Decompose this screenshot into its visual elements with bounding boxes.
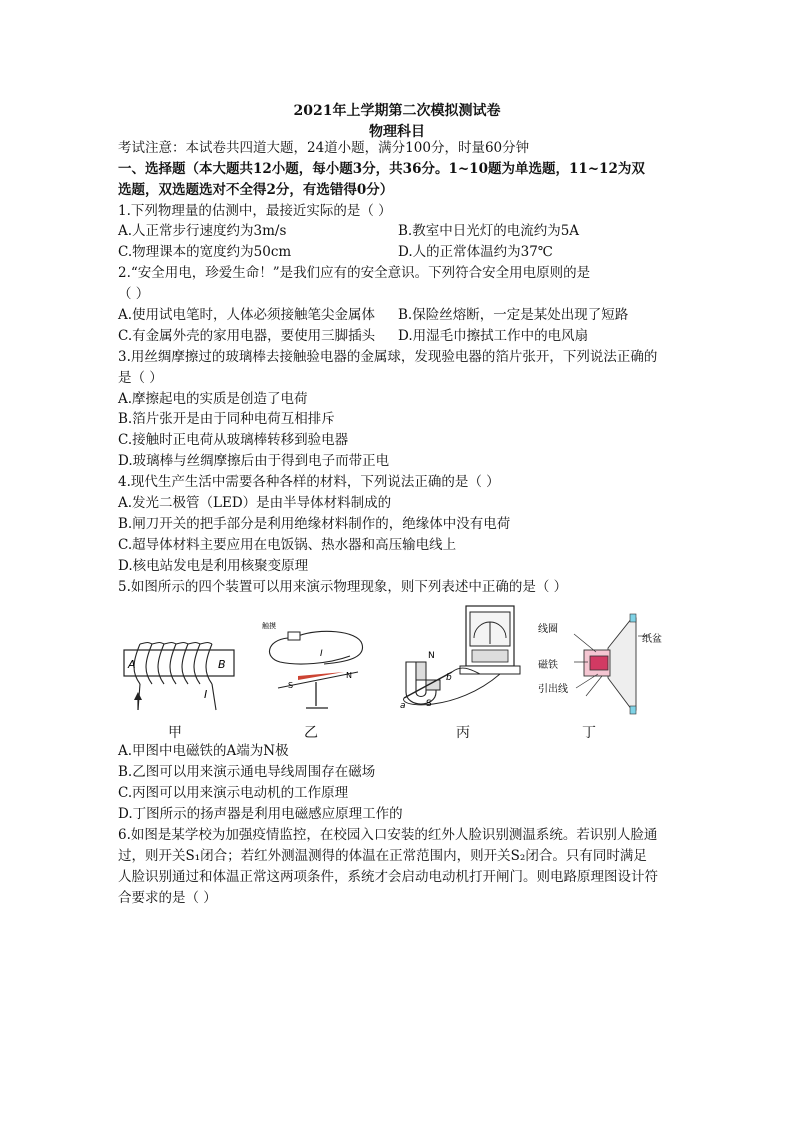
q6-stem-line2: 过，则开关S₁闭合；若红外测温测得的体温在正常范围内，则开关S₂闭合。只有同时满足: [118, 848, 647, 864]
q1-option-a: A.人正常步行速度约为3m/s: [118, 223, 287, 239]
section1-heading-line2: 选题，双选题选对不全得2分，有选错得0分）: [118, 182, 394, 198]
fig-ding-label-lead: 引出线: [538, 684, 568, 695]
fig-label-jia: 甲: [168, 725, 182, 741]
fig-yi-label-n: N: [346, 671, 352, 680]
q2-stem-line1: 2.“安全用电，珍爱生命！”是我们应有的安全意识。下列符合安全用电原则的是: [118, 265, 591, 281]
q3-stem-line2: 是（ ）: [118, 370, 163, 386]
figure-bing-induction: [396, 604, 526, 718]
q1-option-d: D.人的正常体温约为37℃: [398, 244, 553, 260]
q3-option-b: B.箔片张开是由于同种电荷互相排斥: [118, 411, 335, 427]
fig-ding-label-coil: 线圈: [538, 624, 558, 635]
fig-ding-label-cone: 纸盆: [642, 634, 662, 645]
q4-option-c: C.超导体材料主要应用在电饭锅、热水器和高压输电线上: [118, 537, 457, 553]
q2-option-c: C.有金属外壳的家用电器，要使用三脚插头: [118, 328, 376, 344]
q3-stem-line1: 3.用丝绸摩擦过的玻璃棒去接触验电器的金属球，发现验电器的箔片张开，下列说法正确的: [118, 349, 658, 365]
figure-yi-oersted: [258, 618, 378, 718]
fig-bing-label-n: N: [428, 651, 435, 661]
q1-option-b: B.教室中日光灯的电流约为5A: [398, 223, 580, 239]
q1-option-c: C.物理课本的宽度约为50cm: [118, 244, 292, 260]
q2-option-d: D.用湿毛巾擦拭工作中的电风扇: [398, 328, 589, 344]
q2-option-b: B.保险丝熔断，一定是某处出现了短路: [398, 307, 629, 323]
fig-yi-label-current: I: [320, 649, 323, 659]
fig-bing-label-b: b: [446, 673, 452, 683]
fig-label-bing: 丙: [456, 725, 470, 741]
fig-jia-label-a: A: [128, 658, 136, 671]
fig-jia-label-b: B: [218, 658, 226, 671]
section1-heading-line1: 一、选择题（本大题共12小题，每小题3分，共36分。1~10题为单选题，11~12为双: [118, 161, 645, 177]
fig-yi-label-s: S: [288, 681, 294, 690]
subject-title: 物理科目: [369, 124, 425, 140]
q5-option-b: B.乙图可以用来演示通电导线周围存在磁场: [118, 764, 376, 780]
q4-option-a: A.发光二极管（LED）是由半导体材料制成的: [118, 495, 392, 511]
q6-stem-line3: 人脸识别通过和体温正常这两项条件，系统才会启动电动机打开闸门。则电路原理图设计符: [118, 869, 658, 885]
fig-bing-label-s: S: [426, 699, 432, 709]
q1-stem: 1.下列物理量的估测中，最接近实际的是（ ）: [118, 203, 392, 219]
exam-title: 2021年上学期第二次模拟测试卷: [293, 103, 501, 119]
fig-ding-label-magnet: 磁铁: [538, 660, 558, 671]
q4-option-d: D.核电站发电是利用核聚变原理: [118, 558, 309, 574]
q5-stem: 5.如图所示的四个装置可以用来演示物理现象，则下列表述中正确的是（ ）: [118, 579, 568, 595]
fig-jia-label-current: I: [204, 688, 208, 701]
fig-label-ding: 丁: [582, 725, 596, 741]
q4-stem: 4.现代生产生活中需要各种各样的材料，下列说法正确的是（ ）: [118, 474, 500, 490]
figure-ding-speaker: [538, 612, 678, 718]
q3-option-a: A.摩擦起电的实质是创造了电荷: [118, 391, 308, 407]
fig-yi-label-wire: 触摸: [262, 622, 276, 630]
q5-option-a: A.甲图中电磁铁的A端为N极: [118, 743, 289, 759]
q3-option-c: C.接触时正电荷从玻璃棒转移到验电器: [118, 432, 349, 448]
fig-bing-label-a: a: [400, 701, 406, 711]
fig-label-yi: 乙: [304, 725, 318, 741]
exam-notice: 考试注意：本试卷共四道大题，24道小题，满分100分，时量60分钟: [118, 140, 530, 156]
figure-jia-electromagnet: [118, 618, 248, 718]
q5-option-d: D.丁图所示的扬声器是利用电磁感应原理工作的: [118, 806, 403, 822]
q2-option-a: A.使用试电笔时，人体必须接触笔尖金属体: [118, 307, 376, 323]
q2-stem-line2: （ ）: [118, 286, 150, 302]
q6-stem-line1: 6.如图是某学校为加强疫情监控，在校园入口安装的红外人脸识别测温系统。若识别人脸通: [118, 827, 658, 843]
q6-stem-line4: 合要求的是（ ）: [118, 890, 217, 906]
q5-option-c: C.丙图可以用来演示电动机的工作原理: [118, 785, 349, 801]
q4-option-b: B.闸刀开关的把手部分是利用绝缘材料制作的，绝缘体中没有电荷: [118, 516, 511, 532]
q3-option-d: D.玻璃棒与丝绸摩擦后由于得到电子而带正电: [118, 453, 390, 469]
